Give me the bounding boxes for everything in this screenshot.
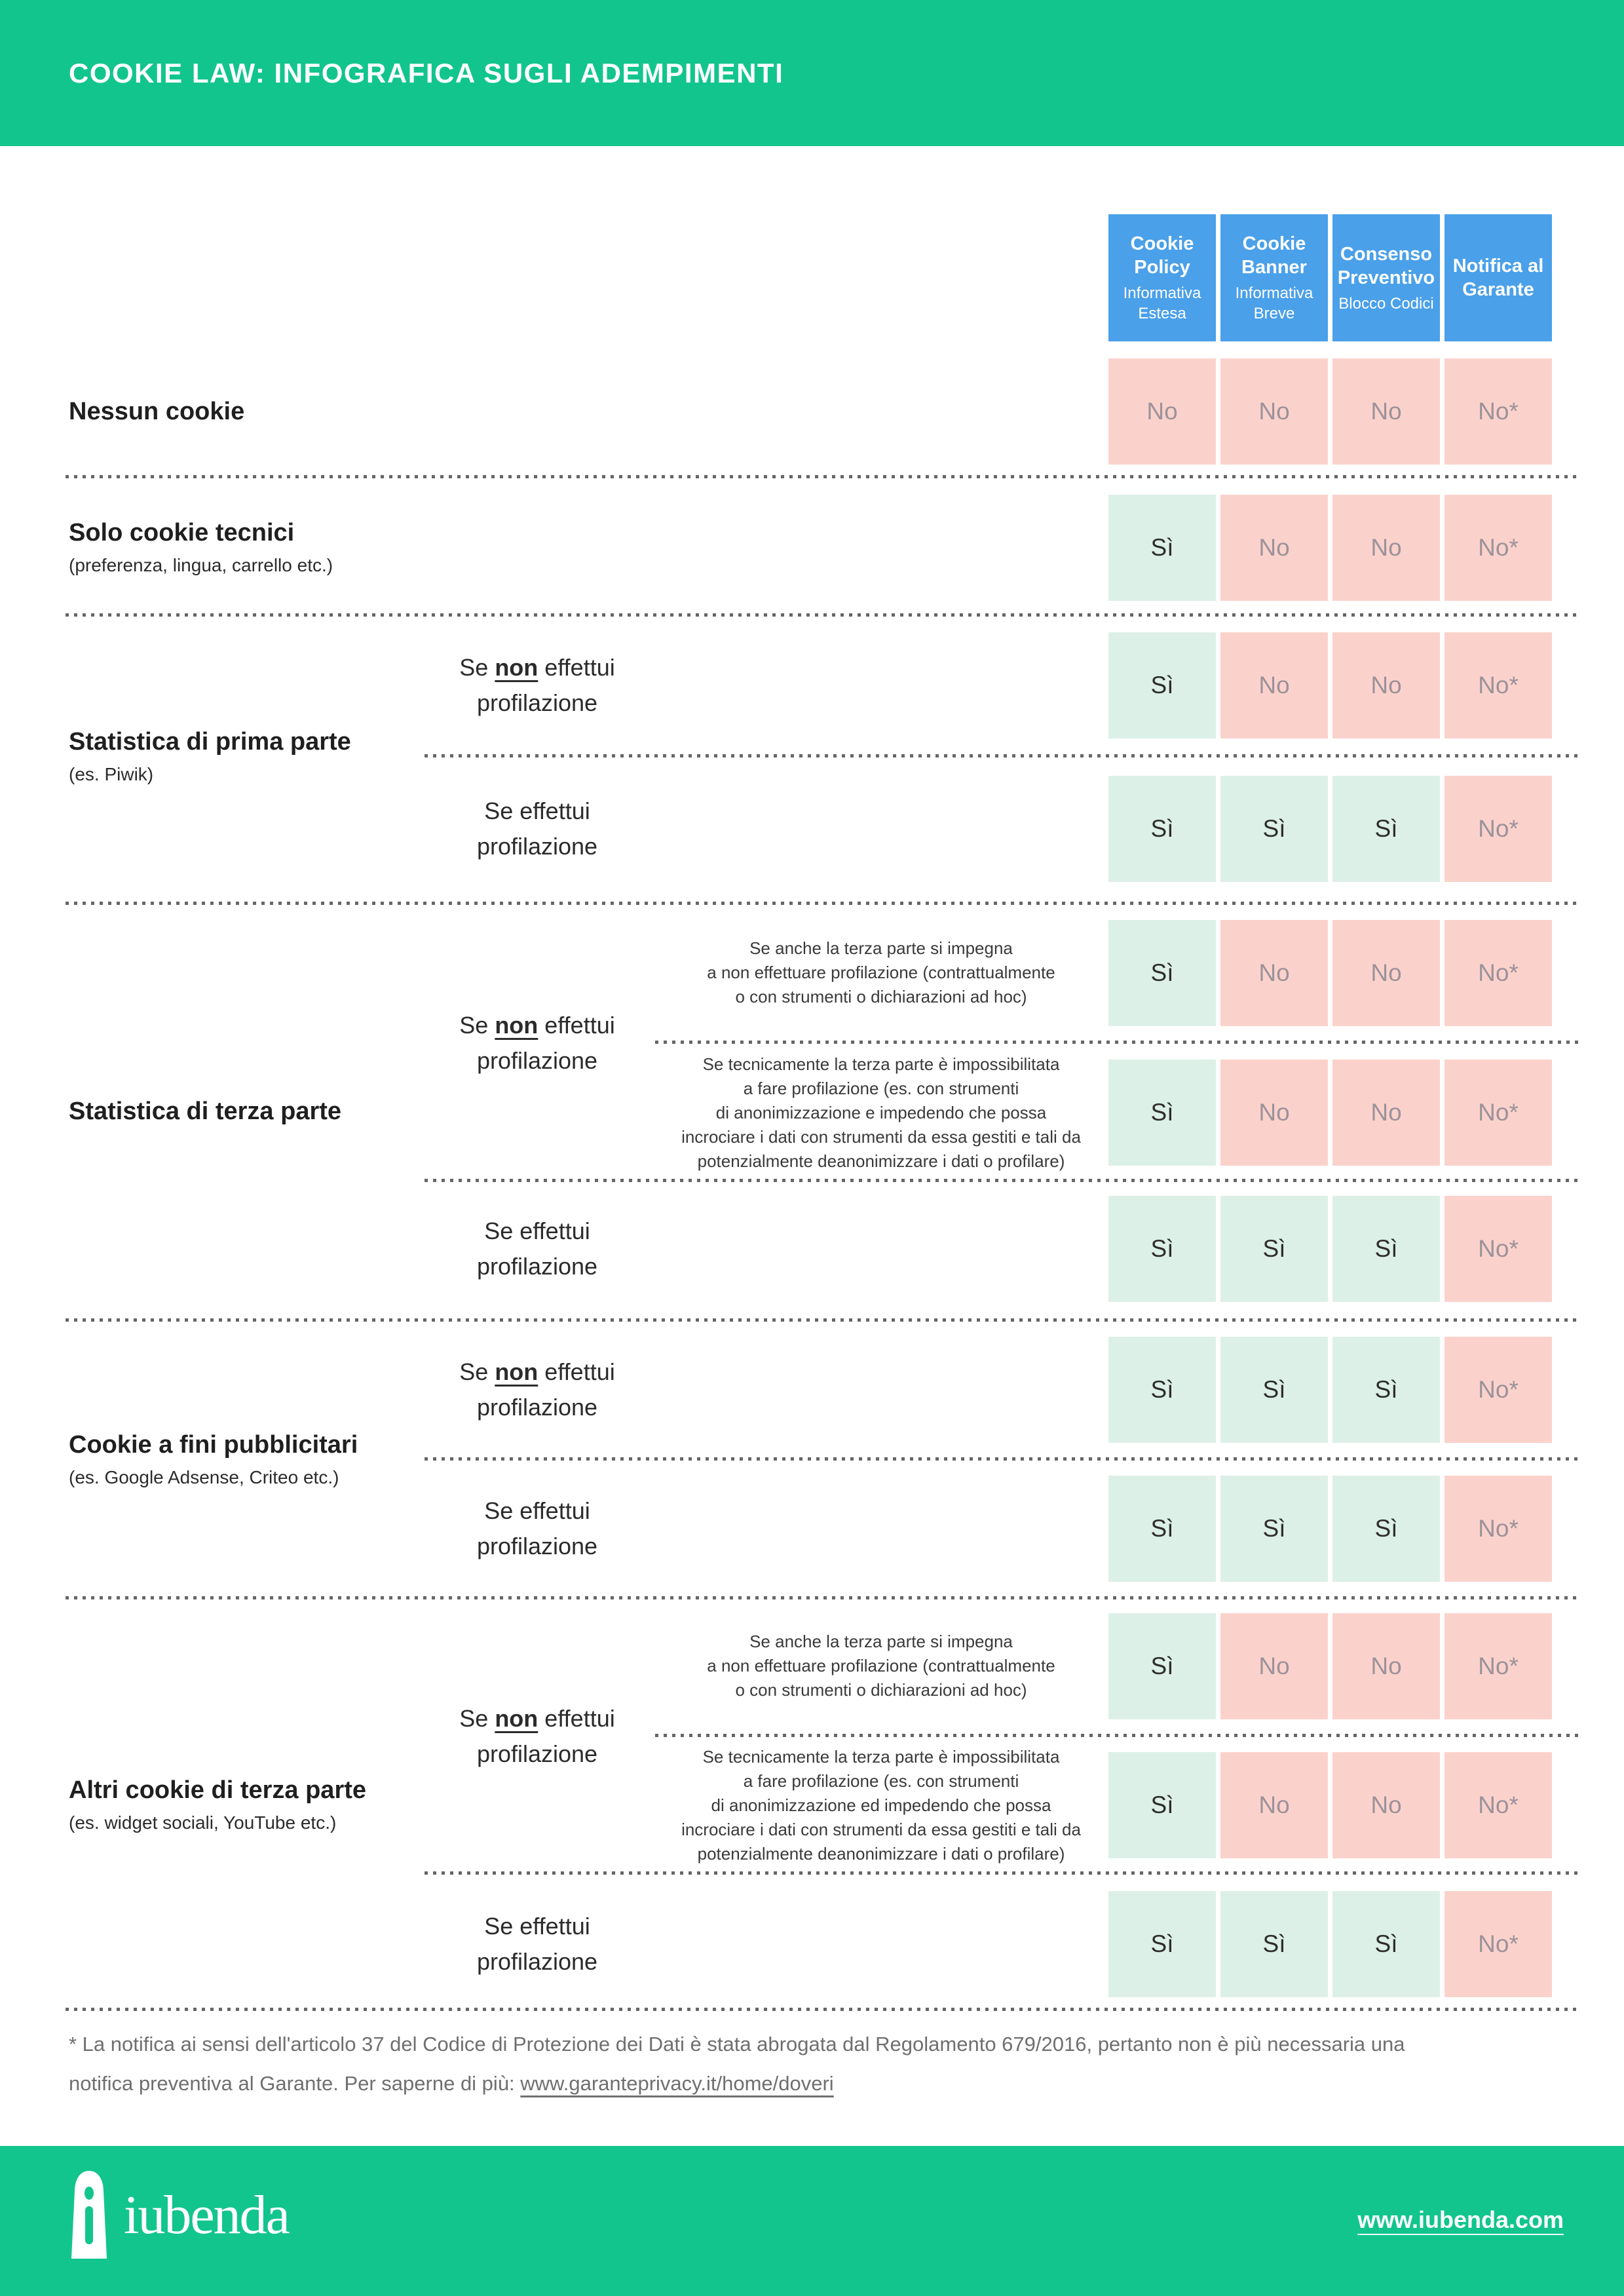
dotted-separator — [655, 1734, 1580, 1737]
matrix-row-nessun-cookie — [1108, 358, 1552, 465]
description-line: a fare profilazione (es. con strumenti — [743, 1079, 1019, 1098]
description-line: di anonimizzazione ed impedendo che possa — [711, 1795, 1051, 1815]
condition-label-no-profilazione — [419, 1354, 655, 1425]
matrix-row-terza-parte-prof — [1108, 1196, 1552, 1302]
matrix-cell: Sì — [1108, 1613, 1216, 1719]
matrix-cell: Sì — [1108, 1891, 1216, 1997]
matrix-cell: No — [1220, 358, 1328, 465]
iubenda-site-link[interactable]: www.iubenda.com — [1357, 2206, 1564, 2233]
condition-label-no-profilazione — [419, 1701, 655, 1772]
matrix-cell: Sì — [1108, 1337, 1216, 1443]
description-line: incrociare i dati con strumenti da essa gestiti e tali da — [681, 1820, 1081, 1839]
dotted-separator — [66, 475, 1580, 478]
matrix-row-prima-parte-no-prof — [1108, 632, 1552, 738]
condition-label-profilazione — [419, 1909, 655, 1980]
matrix-cell: Sì — [1108, 495, 1216, 601]
matrix-cell: No* — [1445, 1476, 1552, 1582]
matrix-cell: Sì — [1108, 1476, 1216, 1582]
matrix-cell: Sì — [1332, 1337, 1440, 1443]
description-line: potenzialmente deanonimizzare i dati o profilare) — [697, 1844, 1065, 1864]
column-header-consenso-preventivo — [1332, 214, 1440, 341]
column-subtitle: Informativa Breve — [1235, 284, 1313, 322]
matrix-cell: No* — [1445, 495, 1552, 601]
matrix-cell: Sì — [1332, 1891, 1440, 1997]
matrix-cell: Sì — [1108, 632, 1216, 738]
matrix-cell: No — [1332, 358, 1440, 465]
matrix-cell: No — [1220, 1613, 1328, 1719]
matrix-cell: No* — [1445, 358, 1552, 465]
iubenda-wordmark: iubenda — [124, 2184, 289, 2246]
page-title: COOKIE LAW: INFOGRAFICA SUGLI ADEMPIMENTI — [69, 57, 784, 88]
matrix-row-solo-cookie-tecnici — [1108, 495, 1552, 601]
condition-label-profilazione — [419, 794, 655, 864]
column-header-notifica-garante — [1445, 214, 1552, 341]
condition-text: effettui — [538, 1358, 615, 1385]
matrix-cell: No — [1332, 1613, 1440, 1719]
matrix-cell: Sì — [1332, 776, 1440, 882]
matrix-cell: Sì — [1108, 920, 1216, 1026]
matrix-cell: Sì — [1108, 776, 1216, 882]
condition-text: profilazione — [476, 1394, 598, 1421]
group-label-statistica-terza-parte — [69, 1094, 436, 1129]
group-title: Statistica di terza parte — [69, 1098, 342, 1125]
column-header-cookie-banner — [1220, 214, 1328, 341]
group-subtitle: (es. Google Adsense, Criteo etc.) — [69, 1467, 339, 1487]
condition-label-profilazione — [419, 1493, 655, 1564]
matrix-cell: No — [1220, 920, 1328, 1026]
group-subtitle: (es. Piwik) — [69, 764, 154, 784]
dotted-separator — [425, 1457, 1580, 1461]
matrix-cell: Sì — [1332, 1196, 1440, 1302]
condition-text: Se effettui — [484, 1497, 590, 1524]
condition-description-tecnica — [652, 1052, 1110, 1174]
condition-text: profilazione — [476, 833, 598, 860]
footnote-line-1: * La notifica ai sensi dell'articolo 37 del Codice di Protezione dei Dati è stata abrogata dal Regolamento 679/2016, pertanto non è più necessaria una — [69, 2033, 1405, 2056]
matrix-row-pubblicitari-prof — [1108, 1476, 1552, 1582]
matrix-cell: No — [1220, 495, 1328, 601]
matrix-cell: No* — [1445, 776, 1552, 882]
group-subtitle: (es. widget sociali, YouTube etc.) — [69, 1812, 337, 1833]
group-title: Solo cookie tecnici — [69, 519, 295, 546]
condition-label-no-profilazione — [419, 650, 655, 721]
matrix-cell: No — [1332, 1752, 1440, 1858]
condition-text: profilazione — [476, 1740, 598, 1767]
condition-text: profilazione — [476, 1948, 598, 1975]
dotted-separator — [66, 613, 1580, 617]
description-line: a non effettuare profilazione (contrattualmente — [707, 1656, 1055, 1675]
condition-description-tecnica — [652, 1745, 1110, 1866]
condition-text: Se — [459, 1012, 495, 1039]
condition-text: effettui — [538, 1705, 615, 1732]
group-title: Nessun cookie — [69, 398, 245, 425]
matrix-cell: No* — [1445, 1752, 1552, 1858]
column-subtitle: Blocco Codici — [1338, 294, 1434, 313]
matrix-cell: No* — [1445, 1891, 1552, 1997]
group-subtitle: (preferenza, lingua, carrello etc.) — [69, 555, 333, 575]
matrix-cell: No — [1108, 358, 1216, 465]
condition-text: Se — [459, 1705, 495, 1732]
dotted-separator — [66, 902, 1580, 905]
condition-label-no-profilazione — [419, 1008, 655, 1079]
condition-text: Se — [459, 1358, 495, 1385]
matrix-row-altri-prof — [1108, 1891, 1552, 1997]
matrix-cell: Sì — [1220, 1337, 1328, 1443]
matrix-cell: Sì — [1220, 1196, 1328, 1302]
matrix-cell: No — [1220, 1752, 1328, 1858]
matrix-row-pubblicitari-no-prof — [1108, 1337, 1552, 1443]
dotted-separator — [655, 1041, 1580, 1044]
group-title: Cookie a fini pubblicitari — [69, 1431, 358, 1459]
dotted-separator — [425, 1871, 1580, 1875]
description-line: o con strumenti o dichiarazioni ad hoc) — [735, 987, 1027, 1006]
matrix-cell: No* — [1445, 632, 1552, 738]
footnote-line-2 — [69, 2064, 1576, 2103]
column-title: Cookie Policy — [1130, 233, 1194, 278]
matrix-cell: No — [1332, 1060, 1440, 1166]
footer-banner — [0, 2146, 1624, 2296]
condition-text-non: non — [495, 654, 538, 681]
matrix-cell: Sì — [1108, 1196, 1216, 1302]
group-label-nessun-cookie — [69, 394, 436, 429]
condition-text: profilazione — [476, 1047, 598, 1074]
description-line: Se anche la terza parte si impegna — [749, 1632, 1013, 1651]
condition-description-impegno — [652, 936, 1110, 1009]
condition-label-profilazione — [419, 1214, 655, 1284]
matrix-row-terza-parte-tecnica — [1108, 1060, 1552, 1166]
matrix-cell: No* — [1445, 1337, 1552, 1443]
condition-text: effettui — [538, 654, 615, 681]
group-title: Altri cookie di terza parte — [69, 1776, 367, 1804]
group-title: Statistica di prima parte — [69, 728, 351, 756]
condition-text: profilazione — [476, 689, 598, 716]
description-line: potenzialmente deanonimizzare i dati o profilare) — [697, 1151, 1065, 1171]
condition-text: profilazione — [476, 1253, 598, 1280]
description-line: di anonimizzazione e impedendo che possa — [715, 1103, 1047, 1122]
column-title: Consenso Preventivo — [1337, 243, 1435, 288]
description-line: a fare profilazione (es. con strumenti — [743, 1771, 1019, 1791]
condition-text-non: non — [495, 1012, 538, 1039]
condition-text-non: non — [495, 1705, 538, 1732]
column-header-cookie-policy — [1108, 214, 1216, 341]
group-label-statistica-prima-parte — [69, 724, 436, 790]
condition-text: effettui — [538, 1012, 615, 1039]
matrix-cell: Sì — [1332, 1476, 1440, 1582]
matrix-row-prima-parte-prof — [1108, 776, 1552, 882]
matrix-cell: No* — [1445, 920, 1552, 1026]
column-title: Notifica al Garante — [1452, 256, 1544, 300]
matrix-cell: No — [1220, 1060, 1328, 1166]
description-line: Se tecnicamente la terza parte è impossibilitata — [702, 1747, 1060, 1767]
iubenda-keyhole-icon — [69, 2170, 109, 2260]
footnote — [69, 2025, 1576, 2103]
dotted-separator — [66, 2008, 1580, 2011]
condition-text: Se effettui — [484, 797, 590, 824]
description-line: o con strumenti o dichiarazioni ad hoc) — [735, 1680, 1027, 1700]
header-banner — [0, 0, 1624, 146]
description-line: Se anche la terza parte si impegna — [749, 938, 1013, 958]
matrix-cell: Sì — [1108, 1752, 1216, 1858]
matrix-cell: No* — [1445, 1613, 1552, 1719]
condition-text: profilazione — [476, 1533, 598, 1559]
dotted-separator — [425, 754, 1580, 757]
description-line: a non effettuare profilazione (contrattualmente — [707, 963, 1055, 982]
matrix-cell: Sì — [1220, 1476, 1328, 1582]
matrix-cell: No — [1332, 495, 1440, 601]
dotted-separator — [66, 1318, 1580, 1322]
iubenda-logo — [69, 2170, 289, 2260]
group-label-cookie-pubblicitari — [69, 1427, 436, 1493]
dotted-separator — [425, 1179, 1580, 1182]
footnote-text: notifica preventiva al Garante. Per saperne di più: — [69, 2072, 521, 2095]
column-title: Cookie Banner — [1241, 233, 1307, 278]
condition-text-non: non — [495, 1358, 538, 1385]
matrix-cell: Sì — [1220, 776, 1328, 882]
column-subtitle: Informativa Estesa — [1123, 284, 1201, 322]
group-label-solo-cookie-tecnici — [69, 515, 436, 581]
condition-text: Se effettui — [484, 1913, 590, 1940]
matrix-cell: Sì — [1108, 1060, 1216, 1166]
matrix-cell: No — [1332, 920, 1440, 1026]
matrix-cell: No — [1332, 632, 1440, 738]
dotted-separator — [66, 1596, 1580, 1599]
matrix-row-terza-parte-impegno — [1108, 920, 1552, 1026]
condition-description-impegno — [652, 1630, 1110, 1702]
matrix-cell: No* — [1445, 1060, 1552, 1166]
group-label-altri-cookie-terza-parte — [69, 1772, 436, 1838]
description-line: incrociare i dati con strumenti da essa gestiti e tali da — [681, 1127, 1081, 1147]
garante-privacy-link[interactable]: www.garanteprivacy.it/home/doveri — [520, 2072, 834, 2095]
condition-text: Se — [459, 654, 495, 681]
matrix-row-altri-impegno — [1108, 1613, 1552, 1719]
condition-text: Se effettui — [484, 1217, 590, 1244]
matrix-cell: No* — [1445, 1196, 1552, 1302]
description-line: Se tecnicamente la terza parte è impossibilitata — [702, 1054, 1060, 1074]
matrix-cell: No — [1220, 632, 1328, 738]
matrix-row-altri-tecnica — [1108, 1752, 1552, 1858]
matrix-cell: Sì — [1220, 1891, 1328, 1997]
